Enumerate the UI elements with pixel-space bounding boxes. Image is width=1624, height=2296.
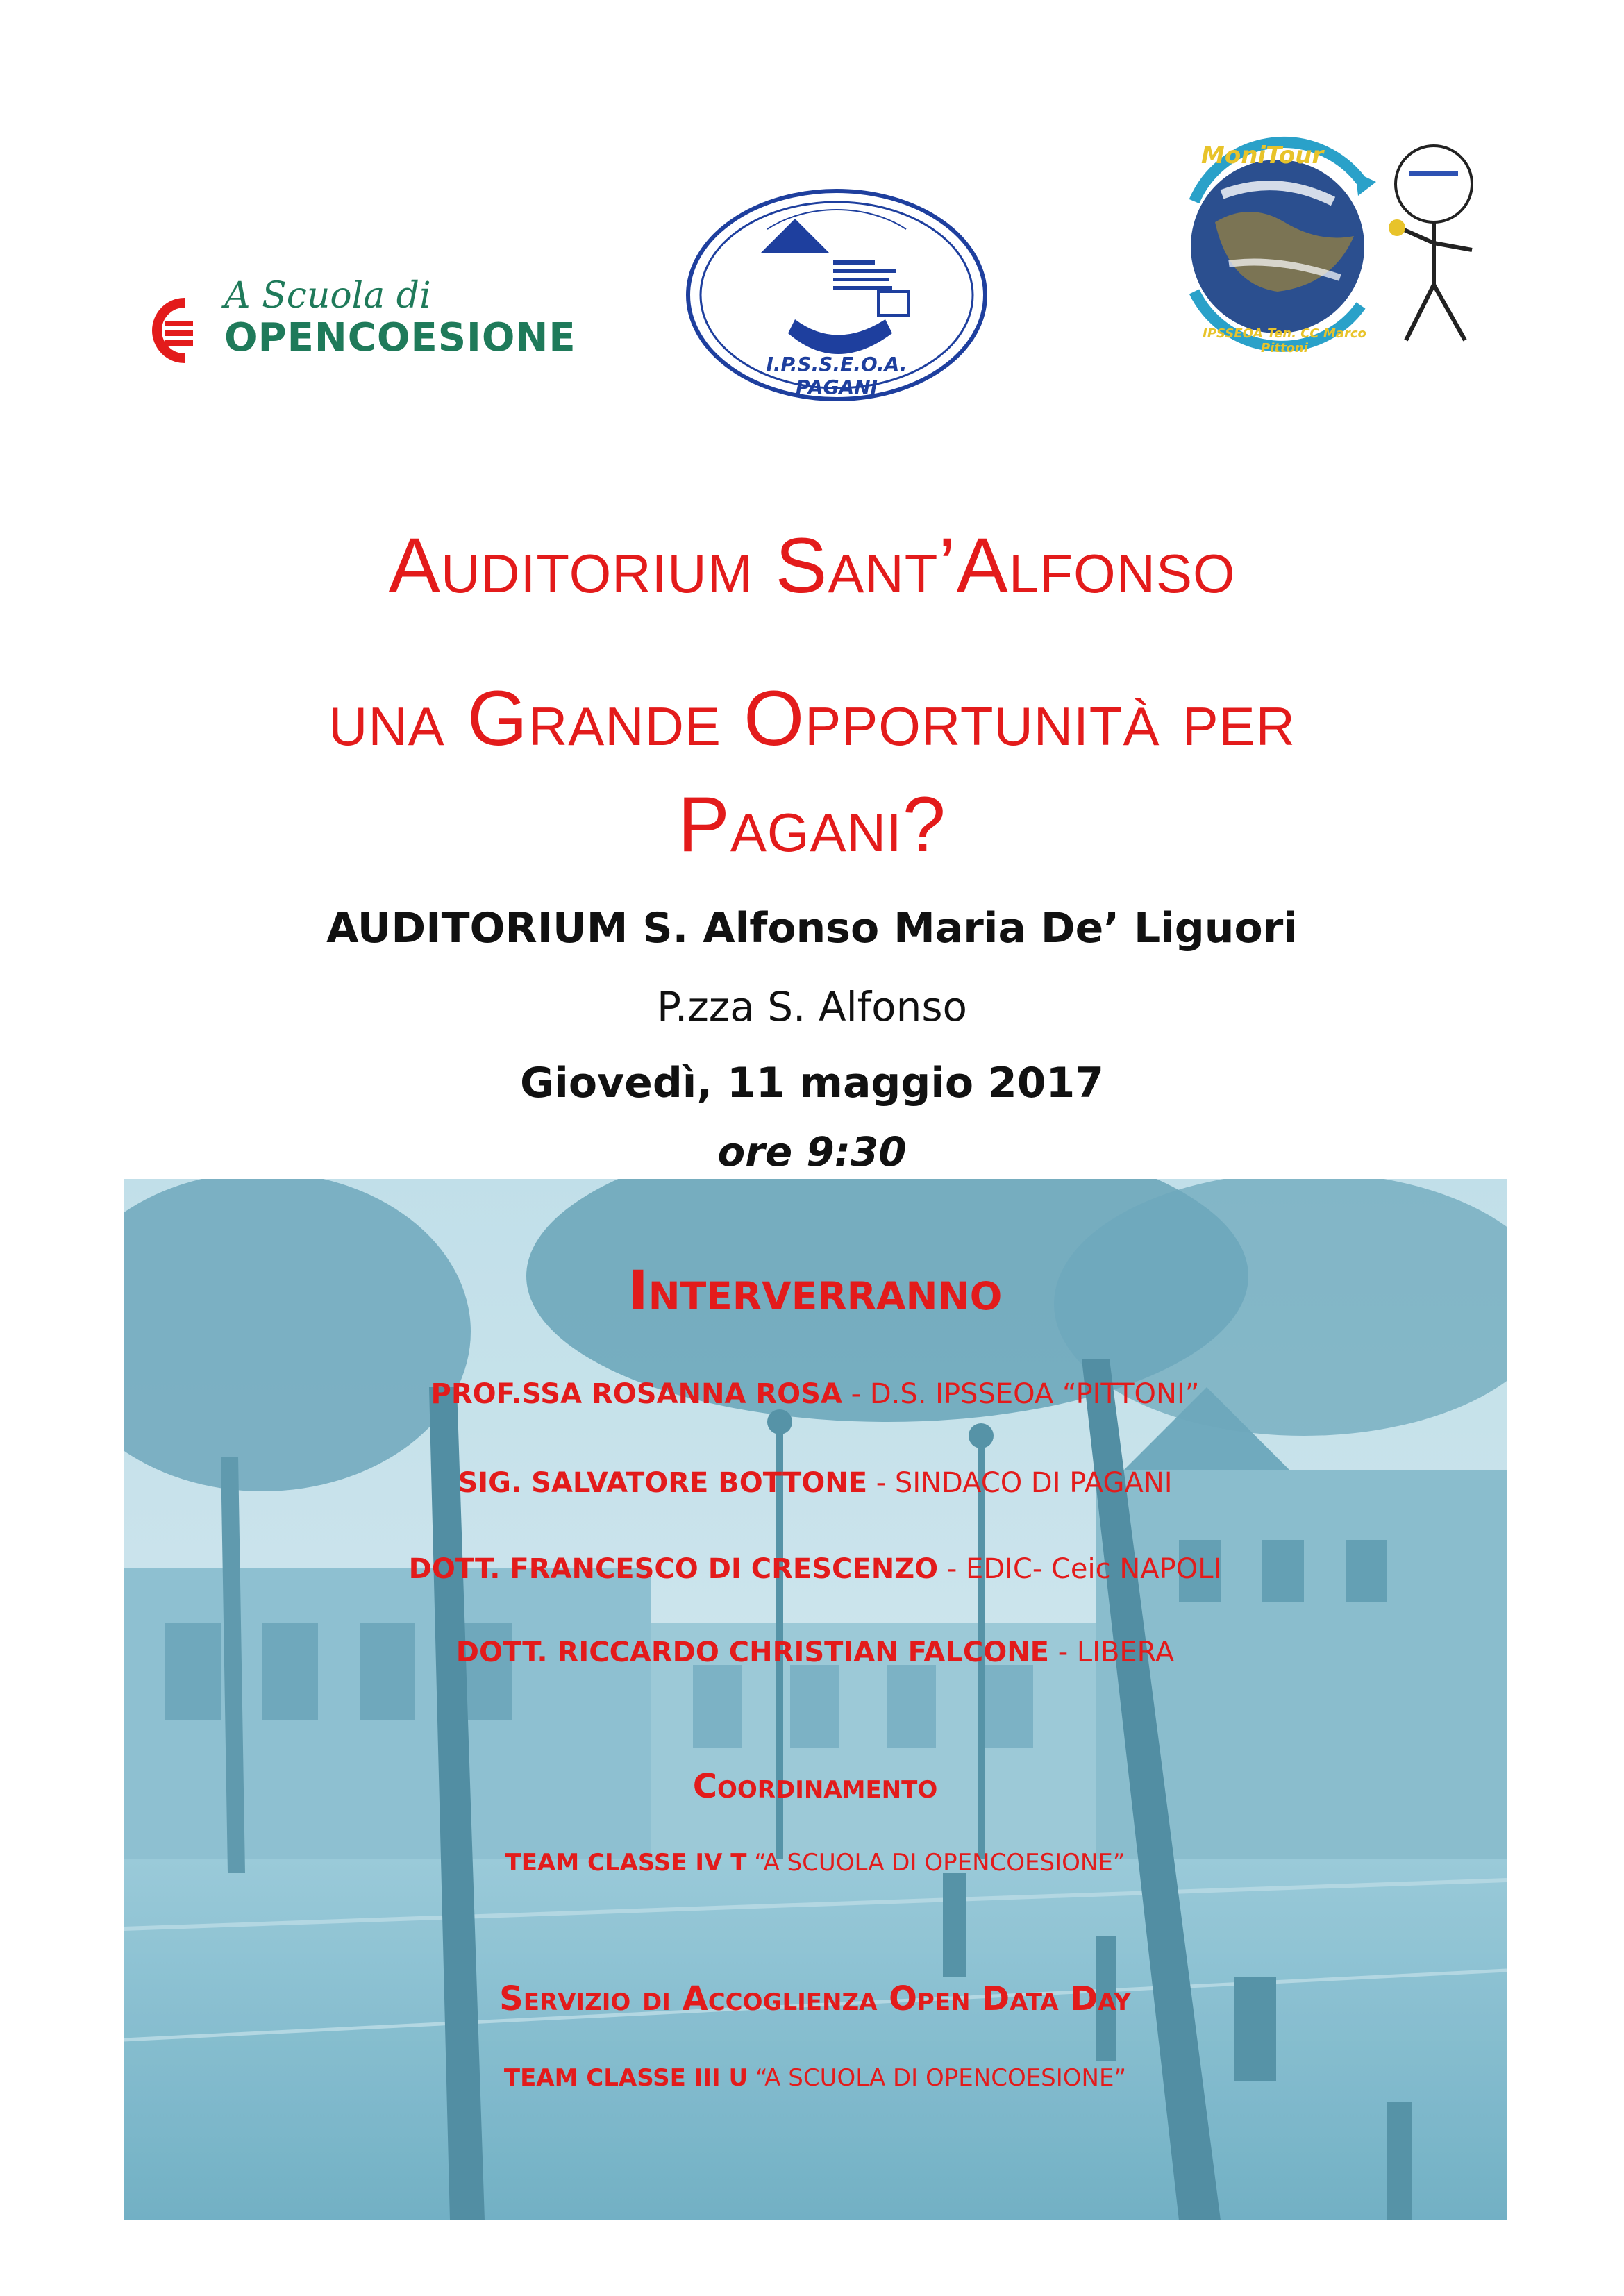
speaker-line bbox=[124, 1553, 1507, 1585]
monitour-logo-bottom: IPSSEOA Ten. CC Marco Pittoni bbox=[1203, 326, 1366, 355]
title-line-2: una Grande Opportunità per bbox=[328, 675, 1296, 762]
venue-name: AUDITORIUM S. Alfonso Maria De’ Liguori bbox=[326, 904, 1298, 953]
speaker-name: SIG. SALVATORE BOTTONE bbox=[458, 1467, 868, 1499]
coordination-heading: Coordinamento bbox=[692, 1767, 938, 1806]
speaker-role: - SINDACO DI PAGANI bbox=[867, 1467, 1173, 1499]
coordination-team: TEAM CLASSE IV T bbox=[505, 1849, 747, 1877]
speaker-role: - EDIC- Ceic NAPOLI bbox=[938, 1553, 1222, 1585]
title-line-1: Auditorium Sant’Alfonso bbox=[388, 522, 1236, 609]
event-time: ore 9:30 bbox=[717, 1128, 907, 1175]
speaker-name: DOTT. FRANCESCO DI CRESCENZO bbox=[408, 1553, 939, 1585]
title-line-3: Pagani? bbox=[678, 781, 946, 868]
speaker-line bbox=[124, 1378, 1507, 1410]
reception-team: TEAM CLASSE III U bbox=[503, 2064, 748, 2092]
monitour-logo-top: MoniTour bbox=[1201, 142, 1324, 169]
reception-team-line bbox=[124, 2064, 1507, 2092]
speaker-role: - LIBERA bbox=[1049, 1636, 1175, 1668]
coordination-project: “A SCUOLA DI OPENCOESIONE” bbox=[746, 1849, 1125, 1877]
reception-heading: Servizio di Accoglienza Open Data Day bbox=[499, 1979, 1131, 2018]
speaker-name: DOTT. RICCARDO CHRISTIAN FALCONE bbox=[455, 1636, 1049, 1668]
speakers-heading: Interverranno bbox=[628, 1260, 1003, 1323]
opencoesione-logo-line2: OPENCOESIONE bbox=[224, 315, 576, 360]
speaker-name: PROF.SSA ROSANNA ROSA bbox=[430, 1378, 842, 1410]
opencoesione-logo-line1: A Scuola di bbox=[224, 275, 431, 317]
venue-address: P.zza S. Alfonso bbox=[656, 983, 968, 1030]
speaker-role: - D.S. IPSSEOA “PITTONI” bbox=[842, 1378, 1200, 1410]
reception-project: “A SCUOLA DI OPENCOESIONE” bbox=[748, 2064, 1127, 2092]
monitour-logo bbox=[1173, 118, 1514, 361]
event-date: Giovedì, 11 maggio 2017 bbox=[520, 1059, 1104, 1107]
speaker-line bbox=[124, 1636, 1507, 1668]
ipsseoa-pagani-logo bbox=[684, 187, 989, 403]
speaker-line bbox=[124, 1467, 1507, 1499]
opencoesione-logo bbox=[124, 275, 576, 372]
coordination-team-line bbox=[124, 1849, 1507, 1877]
ipsseoa-logo-text: I.P.S.S.E.O.A. PAGANI bbox=[766, 353, 907, 399]
